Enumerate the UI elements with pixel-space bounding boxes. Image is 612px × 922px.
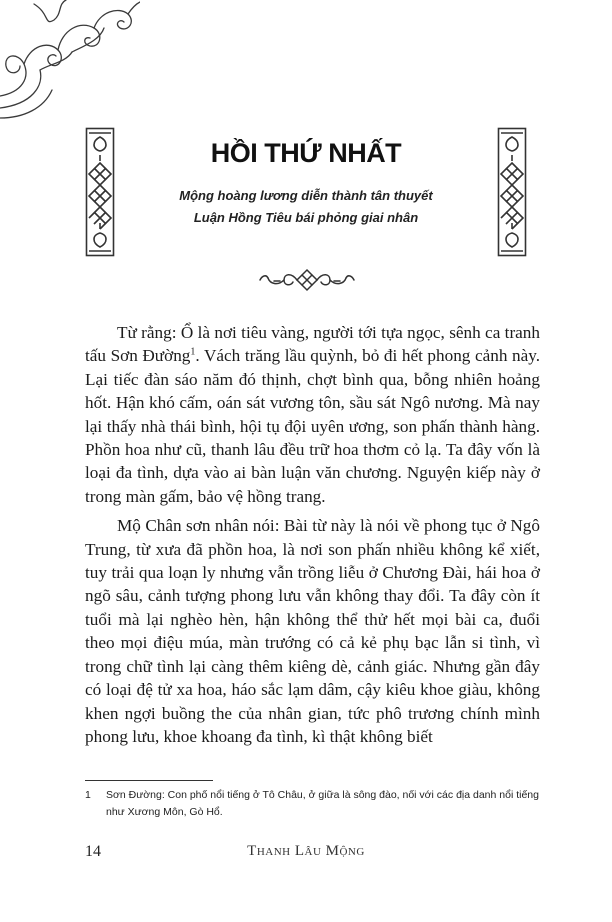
paragraph-2: Mộ Chân sơn nhân nói: Bài từ này là nói về phong tục ở Ngô Trung, từ xưa đã phồn hoa, là nơi son phấn nhiều không kể xiết, tuy trải qua loạn ly nhưng vẫn trồng liễu ở Chương Đài, hái hoa ở ngõ sâu, cảnh tượng phong lưu vẫn không thay đổi. Ta đây còn ít tuổi mà lại nghèo hèn, hận không thể thử hết mọi bài ca, đuổi theo mọi điệu múa, màn trướng có cả kẻ phụ bạc lẫn si tình, vì trong chữ tình lại càng thêm kiêng dè, cảnh giác. Nhưng gần đây có loại đệ tử xa hoa, háo sắc lạm dâm, cậy kiêu khoe giàu, không khen ngợi buồng the của nhân gian, tức phô trương chính mình phong lưu, khoe khoang đa tình, kì thật không biết (85, 516, 540, 746)
chapter-title: HỒI THỨ NHẤT (210, 138, 402, 168)
chapter-body (85, 321, 540, 748)
page-number: 14 (85, 843, 101, 860)
footnote-divider (85, 780, 213, 781)
paragraph-1-text: Từ rằng: Ổ là nơi tiêu vàng, người tới tựa ngọc, sênh ca tranh tấu Sơn Đường (85, 323, 540, 366)
footnote (85, 787, 545, 821)
knot-divider-ornament (258, 266, 356, 294)
footnote-reference: 1 (190, 346, 196, 358)
corner-cloud-ornament (0, 0, 140, 130)
footnote-number: 1 (85, 789, 91, 801)
paragraph-1-text-continued: . Vách trăng lầu quỳnh, bỏ đi hết phong cảnh này. Lại tiếc đàn sáo năm đó thịnh, chợt bình qua, bỗng nhiên hoảng hốt. Hận khó cấm, oán sát vương tôn, sầu sát Ngô nương. Mà nay lại thấy nhà thái bình, hội tụ đội uyên ương, son phấn thành hàng. Phồn hoa như cũ, thanh lâu đều trữ hoa thơm cỏ lạ. Ta đây vốn là loại đa tình, dựa vào ai bàn luận văn chương. Nguyện kiếp này ở trong màn gấm, bảo vệ hồng trang. (85, 346, 540, 506)
chapter-subtitle-line-2: Luận Hồng Tiêu bái phỏng giai nhân (193, 210, 419, 225)
paragraph-1 (85, 321, 540, 508)
chapter-subtitle-line-1: Mộng hoàng lương diễn thành tân thuyết (179, 188, 433, 203)
footnote-text: Sơn Đường: Con phố nổi tiếng ở Tô Châu, ở giữa là sông đào, nối với các địa danh nổi tiếng như Xương Môn, Gò Hổ. (106, 789, 539, 818)
running-title: Thanh Lâu Mộng (247, 843, 365, 859)
